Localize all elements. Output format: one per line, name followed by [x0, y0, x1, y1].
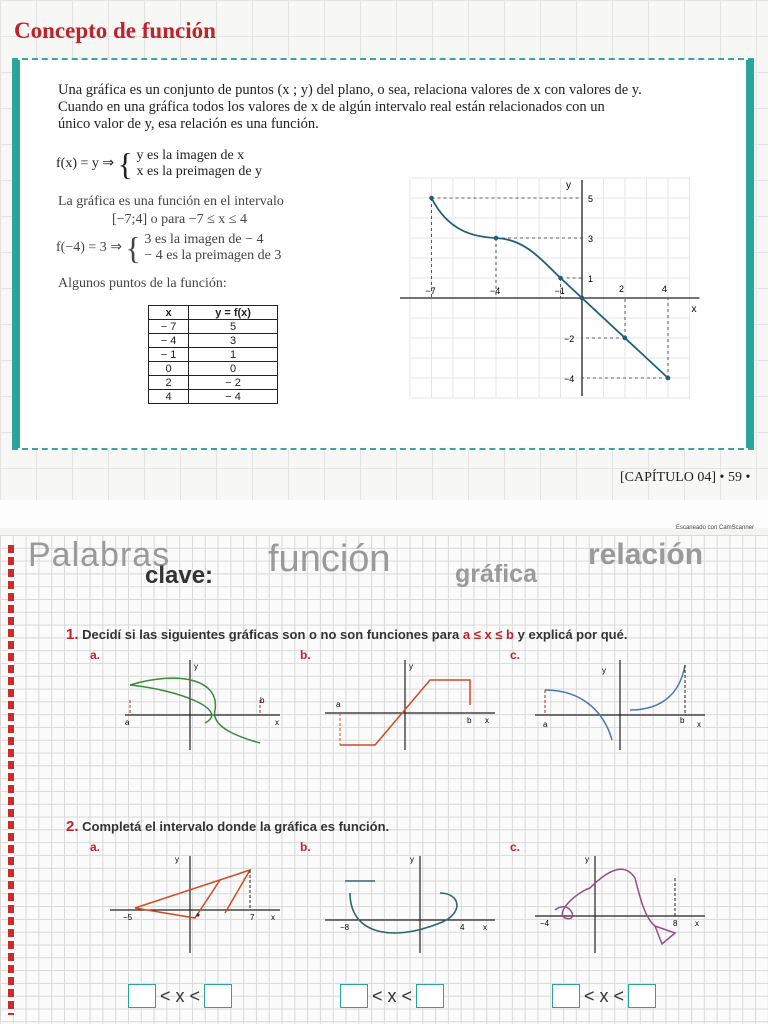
- function-curve: [432, 198, 669, 378]
- keyword-clave: clave:: [145, 562, 214, 589]
- exercise-2-prompt: [66, 818, 389, 835]
- table-cell: − 7: [149, 320, 189, 334]
- axis-label-a: a: [125, 718, 130, 727]
- axis-label-b: b: [680, 716, 685, 725]
- textbook-page-top: [0, 0, 768, 500]
- axis-label-x: x: [271, 913, 275, 922]
- brace-icon: {: [117, 146, 133, 182]
- brace-icon: {: [125, 230, 141, 266]
- axis-label-x: x: [483, 923, 487, 932]
- answer-box-left[interactable]: [340, 984, 368, 1008]
- answer-box-right[interactable]: [628, 984, 656, 1008]
- answer-interval-c: [552, 984, 656, 1008]
- table-cell: 2: [149, 376, 189, 390]
- scanner-note: Escaneado con CamScanner: [675, 525, 754, 531]
- x-tick-label: 4: [662, 284, 668, 294]
- axis-label-x: x: [695, 919, 699, 928]
- answer-box-left[interactable]: [552, 984, 580, 1008]
- exercise-1-condition: a ≤ x ≤ b: [462, 627, 514, 642]
- answer-box-left[interactable]: [128, 984, 156, 1008]
- tick-label: −4: [540, 919, 550, 928]
- points-table: [148, 305, 278, 404]
- exercise-1-label-b: b.: [300, 648, 311, 662]
- data-point: [666, 376, 671, 381]
- intro-line-1: Una gráfica es un conjunto de puntos (x ; y) del plano, o sea, relaciona valores de x con valores de y.: [58, 82, 642, 98]
- exercise-2-graph-a: [105, 848, 285, 958]
- table-cell: − 4: [149, 334, 189, 348]
- table-cell: 0: [149, 362, 189, 376]
- y-tick-label: 5: [588, 194, 594, 204]
- keyword-funcion: función: [268, 538, 391, 580]
- exercise-1-text: Decidí si las siguientes gráficas son o no son funciones para: [82, 627, 460, 642]
- y-tick-label: −4: [564, 374, 575, 384]
- intro-line-3: único valor de y, esa relación es una función.: [58, 116, 319, 132]
- axis-label-b: b: [260, 696, 265, 705]
- answer-box-right[interactable]: [416, 984, 444, 1008]
- table-header: y = f(x): [189, 306, 278, 320]
- axis-label-y: y: [194, 662, 198, 671]
- answer-separator: < x <: [372, 985, 413, 1006]
- function-graph: [385, 150, 725, 430]
- exercise-2-label-c: c.: [510, 840, 521, 854]
- tick-label: 8: [673, 919, 678, 928]
- exercise-1-label-a: a.: [90, 648, 101, 662]
- table-header: x: [149, 306, 189, 320]
- exercise-2-graph-b: [320, 848, 500, 958]
- intro-text: [58, 82, 708, 133]
- table-cell: 4: [149, 390, 189, 404]
- definition-row-2: x es la preimagen de y: [136, 164, 263, 179]
- data-point: [580, 296, 585, 301]
- axis-label-y: y: [566, 180, 571, 191]
- keyword-palabras: Palabras: [28, 536, 171, 574]
- x-tick-label: −7: [425, 286, 436, 296]
- chapter-footer: [CAPÍTULO 04] • 59 •: [620, 470, 751, 485]
- exercise-1-graph-a: [110, 655, 290, 755]
- interval-line-1: La gráfica es una función en el intervalo: [58, 194, 284, 209]
- table-cell: 0: [189, 362, 278, 376]
- interval-line-2: [−7;4] o para −7 ≤ x ≤ 4: [112, 212, 247, 227]
- axis-label-y: y: [585, 855, 589, 864]
- table-row: [149, 334, 278, 348]
- axis-label-y: y: [409, 662, 413, 671]
- axis-label-b: b: [467, 716, 472, 725]
- tick-label: 7: [250, 913, 255, 922]
- axis-label-y: y: [602, 666, 606, 675]
- data-point: [494, 236, 499, 241]
- axis-label-x: x: [275, 718, 279, 727]
- points-label: Algunos puntos de la función:: [58, 276, 227, 291]
- table-cell: 1: [189, 348, 278, 362]
- exercise-2-text: Completá el intervalo donde la gráfica es función.: [82, 819, 390, 834]
- table-row: [149, 376, 278, 390]
- keyword-relacion: relación: [588, 538, 704, 571]
- x-tick-label: 2: [619, 284, 625, 294]
- table-row: [149, 390, 278, 404]
- exercise-1-prompt: [66, 626, 627, 643]
- y-tick-label: 1: [588, 274, 594, 284]
- axis-label-x: x: [691, 304, 697, 315]
- table-cell: 3: [189, 334, 278, 348]
- axis-label-x: x: [485, 716, 489, 725]
- definition: [56, 148, 262, 180]
- data-point: [429, 196, 434, 201]
- y-tick-label: −2: [564, 334, 575, 344]
- example-row-1: 3 es la imagen de − 4: [144, 232, 264, 247]
- axis-label-a: a: [543, 720, 548, 729]
- exercise-1-graph-c: [530, 655, 710, 755]
- table-cell: − 1: [149, 348, 189, 362]
- example-lhs: f(−4) = 3 ⇒: [56, 240, 123, 256]
- definition-lhs: f(x) = y ⇒: [56, 156, 115, 172]
- axis-label-a: a: [336, 700, 341, 709]
- x-tick-label: −4: [490, 286, 501, 296]
- page-title: Concepto de función: [14, 18, 216, 43]
- data-point: [558, 276, 563, 281]
- exercise-1-label-c: c.: [510, 648, 521, 662]
- spiral-binding: [8, 545, 14, 1015]
- table-cell: 5: [189, 320, 278, 334]
- table-cell: − 4: [189, 390, 278, 404]
- axis-label-y: y: [175, 855, 179, 864]
- data-point: [623, 336, 628, 341]
- x-tick-label: −1: [554, 286, 565, 296]
- exercise-1-graph-b: [320, 655, 500, 755]
- exercise-2-label-b: b.: [300, 840, 311, 854]
- keyword-grafica: gráfica: [455, 560, 537, 588]
- table-row: [149, 320, 278, 334]
- axis-label-y: y: [410, 855, 414, 864]
- answer-interval-a: [128, 984, 232, 1008]
- table-row: [149, 348, 278, 362]
- answer-box-right[interactable]: [204, 984, 232, 1008]
- definition-row-1: y es la imagen de x: [136, 148, 245, 163]
- answer-separator: < x <: [584, 985, 625, 1006]
- tick-label: −8: [340, 923, 350, 932]
- axis-label-x: x: [697, 720, 701, 729]
- answer-interval-b: [340, 984, 444, 1008]
- intro-line-2: Cuando en una gráfica todos los valores de x de algún intervalo real están relacionados con un: [58, 99, 605, 115]
- example: [56, 232, 281, 264]
- exercise-1-number: 1.: [66, 626, 79, 643]
- example-row-2: − 4 es la preimagen de 3: [144, 248, 282, 263]
- table-row: [149, 362, 278, 376]
- y-tick-label: 3: [588, 234, 594, 244]
- exercise-1-text-end: y explicá por qué.: [517, 627, 628, 642]
- tick-label: 4: [460, 923, 465, 932]
- exercise-2-number: 2.: [66, 818, 79, 835]
- table-cell: − 2: [189, 376, 278, 390]
- exercise-2-label-a: a.: [90, 840, 101, 854]
- tick-label: −5: [123, 913, 133, 922]
- exercise-2-graph-c: [530, 848, 710, 958]
- page-divider: [0, 500, 768, 528]
- answer-separator: < x <: [160, 985, 201, 1006]
